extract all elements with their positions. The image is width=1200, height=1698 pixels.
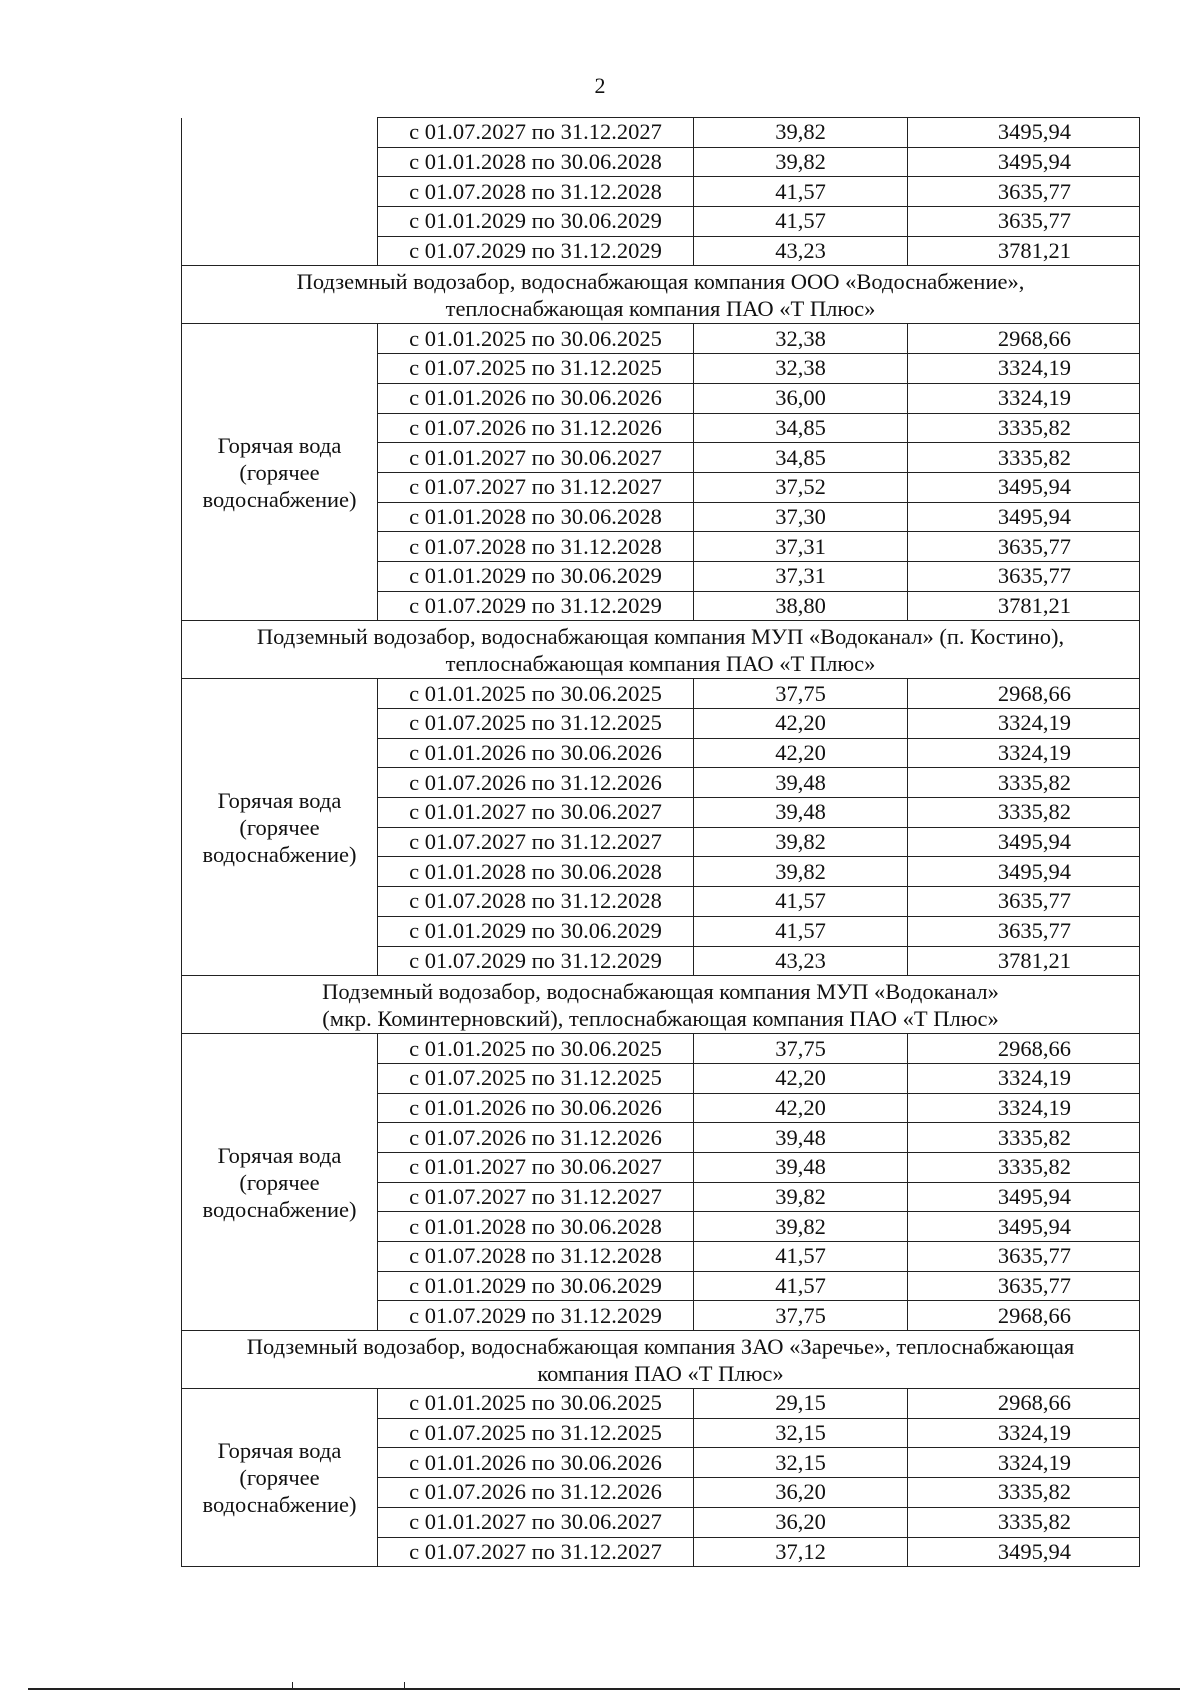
period-cell: с 01.07.2029 по 31.12.2029	[378, 236, 694, 266]
rate-cell: 37,75	[694, 1034, 908, 1064]
rate-cell: 34,85	[694, 413, 908, 443]
heat-rate-cell: 3324,19	[908, 1418, 1140, 1448]
heat-rate-cell: 3335,82	[908, 1123, 1140, 1153]
heat-rate-cell: 3495,94	[908, 827, 1140, 857]
rate-cell: 32,15	[694, 1448, 908, 1478]
period-cell: с 01.01.2027 по 30.06.2027	[378, 1507, 694, 1537]
heat-rate-cell: 3324,19	[908, 738, 1140, 768]
section-header-row	[182, 1331, 1140, 1389]
period-cell: с 01.01.2025 по 30.06.2025	[378, 1389, 694, 1419]
heat-rate-cell: 2968,66	[908, 324, 1140, 354]
heat-rate-cell: 3495,94	[908, 147, 1140, 177]
section-title-line: (мкр. Коминтерновский), теплоснабжающая компания ПАО «Т Плюс»	[322, 1005, 999, 1031]
period-cell: с 01.07.2028 по 31.12.2028	[378, 887, 694, 917]
section-title-line: Подземный водозабор, водоснабжающая компания ЗАО «Заречье», теплоснабжающая	[246, 1333, 1075, 1359]
bottom-rule	[28, 1688, 1180, 1690]
period-cell: с 01.07.2025 по 31.12.2025	[378, 709, 694, 739]
heat-rate-cell: 3635,77	[908, 561, 1140, 591]
period-cell: с 01.07.2028 по 31.12.2028	[378, 1242, 694, 1272]
rate-cell: 41,57	[694, 1242, 908, 1272]
period-cell: с 01.07.2027 по 31.12.2027	[378, 827, 694, 857]
heat-rate-cell: 3495,94	[908, 472, 1140, 502]
heat-rate-cell: 2968,66	[908, 1034, 1140, 1064]
heat-rate-cell: 3324,19	[908, 1448, 1140, 1478]
rate-cell: 32,38	[694, 354, 908, 384]
service-label-line: Горячая вода	[217, 1438, 342, 1464]
heat-rate-cell: 3635,77	[908, 532, 1140, 562]
rate-cell: 39,82	[694, 118, 908, 148]
rate-cell: 41,57	[694, 887, 908, 917]
section-title	[182, 1331, 1140, 1389]
rate-cell: 39,82	[694, 1182, 908, 1212]
page-number: 2	[594, 73, 606, 98]
heat-rate-cell: 3324,19	[908, 709, 1140, 739]
rate-cell: 37,12	[694, 1537, 908, 1567]
heat-rate-cell: 3635,77	[908, 916, 1140, 946]
rate-cell: 36,20	[694, 1507, 908, 1537]
bottom-rule-tick	[292, 1682, 293, 1690]
heat-rate-cell: 3495,94	[908, 1182, 1140, 1212]
section-header-row	[182, 976, 1140, 1034]
rate-cell: 39,48	[694, 1152, 908, 1182]
section-title-line: Подземный водозабор, водоснабжающая компания МУП «Водоканал» (п. Костино),	[256, 623, 1065, 649]
rate-cell: 41,57	[694, 1271, 908, 1301]
service-label-line: Горячая вода	[217, 432, 342, 458]
rate-cell: 41,57	[694, 916, 908, 946]
rate-cell: 39,48	[694, 798, 908, 828]
period-cell: с 01.07.2028 по 31.12.2028	[378, 177, 694, 207]
rate-cell: 32,38	[694, 324, 908, 354]
rate-cell: 41,57	[694, 207, 908, 237]
period-cell: с 01.01.2028 по 30.06.2028	[378, 1212, 694, 1242]
heat-rate-cell: 3495,94	[908, 857, 1140, 887]
service-label-line: водоснабжение)	[202, 1492, 357, 1518]
heat-rate-cell: 2968,66	[908, 1389, 1140, 1419]
section-title-line: теплоснабжающая компания ПАО «Т Плюс»	[445, 650, 876, 676]
section-title-line: Подземный водозабор, водоснабжающая компания МУП «Водоканал»	[322, 978, 999, 1004]
heat-rate-cell: 3495,94	[908, 118, 1140, 148]
heat-rate-cell: 3335,82	[908, 768, 1140, 798]
period-cell: с 01.07.2026 по 31.12.2026	[378, 1123, 694, 1153]
heat-rate-cell: 3335,82	[908, 443, 1140, 473]
heat-rate-cell: 3324,19	[908, 354, 1140, 384]
rate-cell: 39,82	[694, 147, 908, 177]
service-cell	[182, 1389, 378, 1567]
heat-rate-cell: 3781,21	[908, 946, 1140, 976]
rate-cell: 39,48	[694, 1123, 908, 1153]
period-cell: с 01.07.2027 по 31.12.2027	[378, 1537, 694, 1567]
heat-rate-cell: 3635,77	[908, 1271, 1140, 1301]
table-row	[182, 679, 1140, 709]
period-cell: с 01.01.2026 по 30.06.2026	[378, 1093, 694, 1123]
period-cell: с 01.01.2026 по 30.06.2026	[378, 1448, 694, 1478]
rate-cell: 41,57	[694, 177, 908, 207]
rate-cell: 37,52	[694, 472, 908, 502]
service-label-line: (горячее	[239, 1169, 320, 1195]
heat-rate-cell: 3335,82	[908, 1152, 1140, 1182]
period-cell: с 01.07.2025 по 31.12.2025	[378, 1418, 694, 1448]
period-cell: с 01.07.2026 по 31.12.2026	[378, 1478, 694, 1508]
period-cell: с 01.07.2025 по 31.12.2025	[378, 354, 694, 384]
rate-cell: 37,31	[694, 561, 908, 591]
period-cell: с 01.01.2025 по 30.06.2025	[378, 679, 694, 709]
rate-cell: 42,20	[694, 1093, 908, 1123]
service-cell	[182, 1034, 378, 1331]
heat-rate-cell: 3495,94	[908, 1537, 1140, 1567]
period-cell: с 01.01.2029 по 30.06.2029	[378, 207, 694, 237]
period-cell: с 01.01.2028 по 30.06.2028	[378, 502, 694, 532]
service-label-line: Горячая вода	[217, 787, 342, 813]
period-cell: с 01.01.2026 по 30.06.2026	[378, 738, 694, 768]
period-cell: с 01.01.2028 по 30.06.2028	[378, 857, 694, 887]
rate-cell: 39,82	[694, 1212, 908, 1242]
rate-cell: 37,31	[694, 532, 908, 562]
period-cell: с 01.01.2027 по 30.06.2027	[378, 798, 694, 828]
heat-rate-cell: 3495,94	[908, 1212, 1140, 1242]
period-cell: с 01.07.2028 по 31.12.2028	[378, 532, 694, 562]
rate-cell: 36,00	[694, 383, 908, 413]
rate-cell: 29,15	[694, 1389, 908, 1419]
section-header-row	[182, 266, 1140, 324]
heat-rate-cell: 3635,77	[908, 177, 1140, 207]
period-cell: с 01.01.2029 по 30.06.2029	[378, 561, 694, 591]
rate-cell: 32,15	[694, 1418, 908, 1448]
service-label-line: водоснабжение)	[202, 486, 357, 512]
heat-rate-cell: 3635,77	[908, 887, 1140, 917]
period-cell: с 01.01.2029 по 30.06.2029	[378, 916, 694, 946]
service-label-line: (горячее	[239, 1465, 320, 1491]
section-title	[182, 976, 1140, 1034]
period-cell: с 01.01.2026 по 30.06.2026	[378, 383, 694, 413]
section-title-line: Подземный водозабор, водоснабжающая компания ООО «Водоснабжение»,	[296, 268, 1025, 294]
service-cell-continued	[182, 118, 378, 266]
section-header-row	[182, 621, 1140, 679]
section-title	[182, 266, 1140, 324]
heat-rate-cell: 2968,66	[908, 1301, 1140, 1331]
rate-cell: 37,30	[694, 502, 908, 532]
rate-cell: 38,80	[694, 591, 908, 621]
section-title-line: компания ПАО «Т Плюс»	[537, 1360, 784, 1386]
rate-cell: 42,20	[694, 709, 908, 739]
heat-rate-cell: 3635,77	[908, 1242, 1140, 1272]
service-cell	[182, 324, 378, 621]
rate-cell: 36,20	[694, 1478, 908, 1508]
service-cell	[182, 679, 378, 976]
rate-cell: 42,20	[694, 738, 908, 768]
period-cell: с 01.07.2027 по 31.12.2027	[378, 1182, 694, 1212]
period-cell: с 01.07.2026 по 31.12.2026	[378, 768, 694, 798]
period-cell: с 01.01.2029 по 30.06.2029	[378, 1271, 694, 1301]
period-cell: с 01.07.2029 по 31.12.2029	[378, 591, 694, 621]
rate-cell: 43,23	[694, 946, 908, 976]
service-label-line: (горячее	[239, 459, 320, 485]
heat-rate-cell: 3335,82	[908, 413, 1140, 443]
rate-cell: 43,23	[694, 236, 908, 266]
heat-rate-cell: 3324,19	[908, 1063, 1140, 1093]
heat-rate-cell: 3335,82	[908, 798, 1140, 828]
period-cell: с 01.07.2027 по 31.12.2027	[378, 472, 694, 502]
service-label-line: водоснабжение)	[202, 1196, 357, 1222]
period-cell: с 01.01.2027 по 30.06.2027	[378, 1152, 694, 1182]
bottom-rule-tick	[404, 1682, 405, 1690]
heat-rate-cell: 3781,21	[908, 236, 1140, 266]
rate-cell: 34,85	[694, 443, 908, 473]
period-cell: с 01.07.2029 по 31.12.2029	[378, 946, 694, 976]
rate-cell: 39,82	[694, 827, 908, 857]
section-title-line: теплоснабжающая компания ПАО «Т Плюс»	[445, 295, 876, 321]
period-cell: с 01.07.2025 по 31.12.2025	[378, 1063, 694, 1093]
period-cell: с 01.07.2029 по 31.12.2029	[378, 1301, 694, 1331]
service-label-line: (горячее	[239, 814, 320, 840]
heat-rate-cell: 3781,21	[908, 591, 1140, 621]
service-label-line: водоснабжение)	[202, 841, 357, 867]
heat-rate-cell: 3324,19	[908, 1093, 1140, 1123]
section-title	[182, 621, 1140, 679]
rate-cell: 39,48	[694, 768, 908, 798]
rate-cell: 37,75	[694, 1301, 908, 1331]
rate-cell: 42,20	[694, 1063, 908, 1093]
tariff-table-body	[182, 118, 1140, 1567]
table-row	[182, 1034, 1140, 1064]
period-cell: с 01.01.2025 по 30.06.2025	[378, 324, 694, 354]
heat-rate-cell: 3495,94	[908, 502, 1140, 532]
service-label-line: Горячая вода	[217, 1142, 342, 1168]
period-cell: с 01.07.2027 по 31.12.2027	[378, 118, 694, 148]
table-row	[182, 118, 1140, 148]
rate-cell: 39,82	[694, 857, 908, 887]
heat-rate-cell: 3335,82	[908, 1507, 1140, 1537]
heat-rate-cell: 3335,82	[908, 1478, 1140, 1508]
rate-cell: 37,75	[694, 679, 908, 709]
period-cell: с 01.07.2026 по 31.12.2026	[378, 413, 694, 443]
heat-rate-cell: 2968,66	[908, 679, 1140, 709]
period-cell: с 01.01.2025 по 30.06.2025	[378, 1034, 694, 1064]
period-cell: с 01.01.2028 по 30.06.2028	[378, 147, 694, 177]
period-cell: с 01.01.2027 по 30.06.2027	[378, 443, 694, 473]
heat-rate-cell: 3324,19	[908, 383, 1140, 413]
heat-rate-cell: 3635,77	[908, 207, 1140, 237]
table-row	[182, 324, 1140, 354]
tariff-table	[181, 117, 1140, 1567]
table-row	[182, 1389, 1140, 1419]
